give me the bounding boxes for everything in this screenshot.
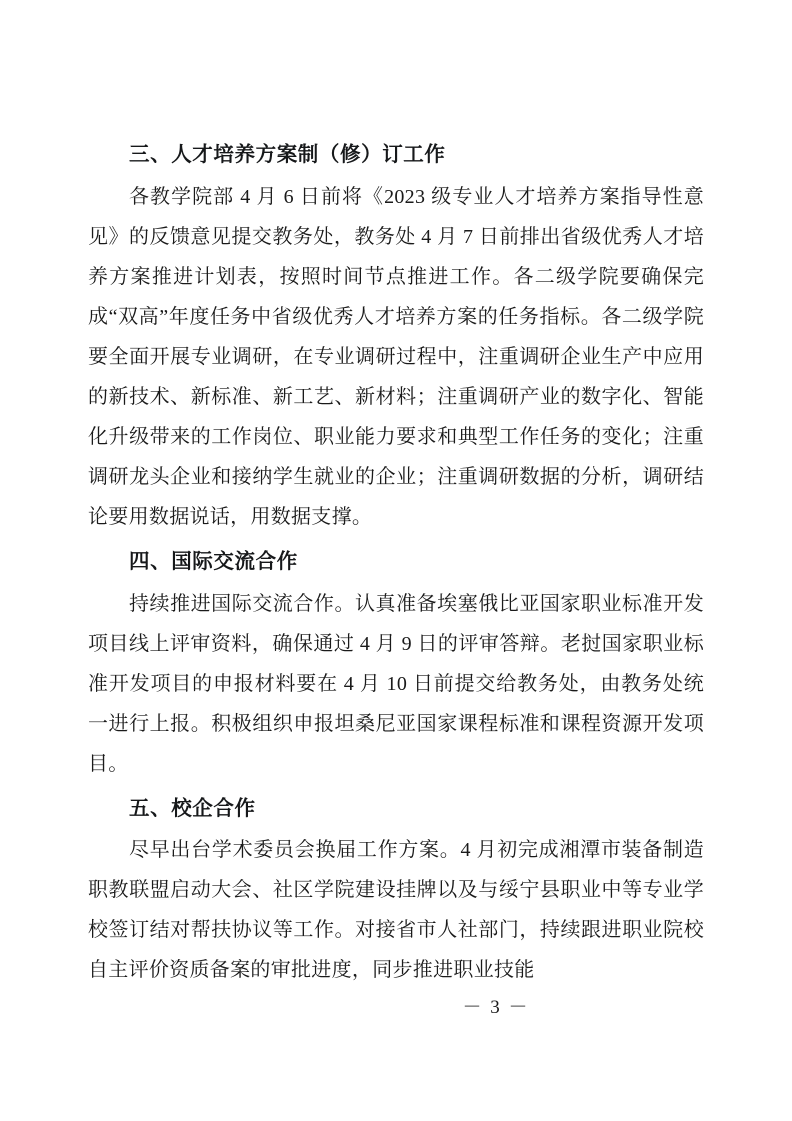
section-3-paragraph-1: 各教学院部 4 月 6 日前将《2023 级专业人才培养方案指导性意见》的反馈意见提交教务处，教务处 4 月 7 日前排出省级优秀人才培养方案推进计划表，按照时间节点推进工作。各二级学院要确保完成“双高”年度任务中省级优秀人才培养方案的任务指标。各二级学院要全面开展专业调研，在专业调研过程中，注重调研企业生产中应用的新技术、新标准、新工艺、新材料；注重调研产业的数字化、智能化升级带来的工作岗位、职业能力要求和典型工作任务的变化；注重调研龙头企业和接纳学生就业的企业；注重调研数据的分析，调研结论要用数据说话，用数据支撑。 (88, 185, 704, 528)
section-heading-5: 五、校企合作 (129, 796, 256, 820)
section-heading-4: 四、国际交流合作 (129, 549, 298, 573)
section-heading-3: 三、人才培养方案制（修）订工作 (129, 143, 446, 166)
page-footer (0, 992, 792, 1019)
document-body (88, 140, 704, 990)
section-4-paragraph-1: 持续推进国际交流合作。认真准备埃塞俄比亚国家职业标准开发项目线上评审资料，确保通过 4 月 9 日的评审答辩。老挝国家职业标准开发项目的申报材料要在 4 月 10 日前提交给教务处，由教务处统一进行上报。积极组织申报坦桑尼亚国家课程标准和课程资源开发项目。 (88, 592, 704, 775)
page-number: － 3 － (462, 997, 530, 1018)
section-5-paragraph-1: 尽早出台学术委员会换届工作方案。4 月初完成湘潭市装备制造职教联盟启动大会、社区学院建设挂牌以及与绥宁县职业中等专业学校签订结对帮扶协议等工作。对接省市人社部门，持续跟进职业院校自主评价资质备案的审批进度，同步推进职业技能 (88, 839, 704, 982)
